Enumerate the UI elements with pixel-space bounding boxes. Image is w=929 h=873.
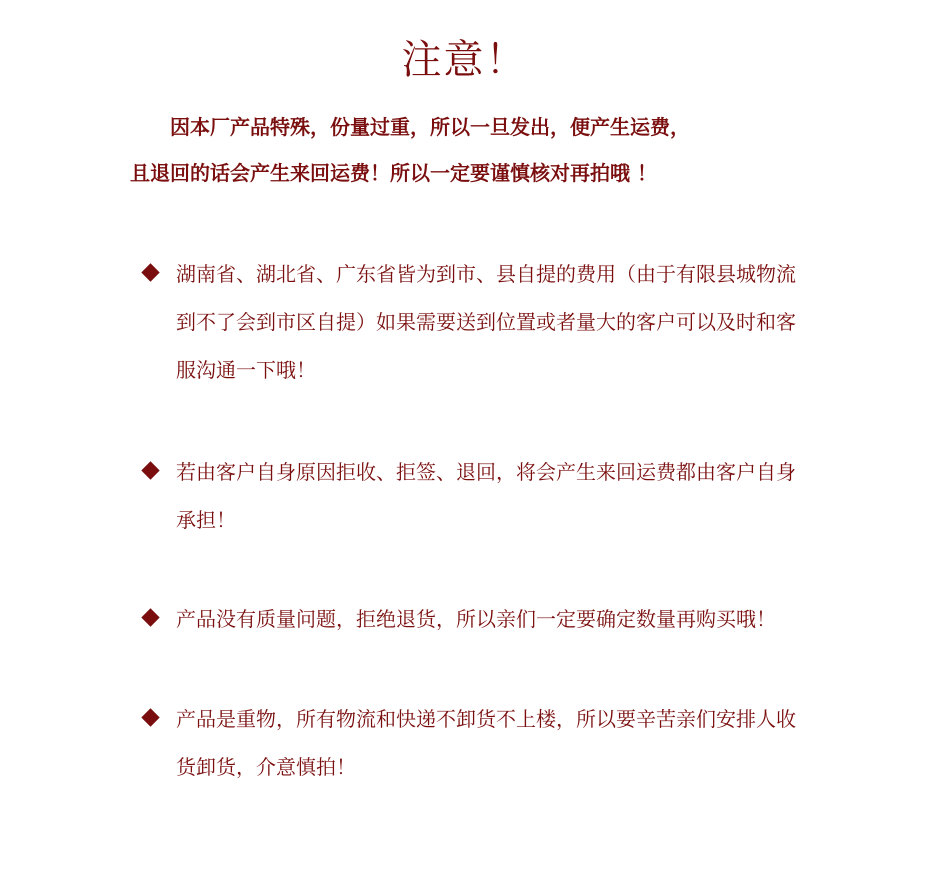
notice-list	[140, 250, 800, 791]
notice-text: 产品没有质量问题，拒绝退货，所以亲们一定要确定数量再购买哦！	[176, 607, 776, 631]
notice-item	[140, 448, 800, 544]
diamond-bullet-icon	[141, 263, 159, 281]
notice-item	[140, 595, 800, 643]
diamond-bullet-icon	[141, 708, 159, 726]
diamond-bullet-icon	[141, 461, 159, 479]
intro-paragraph	[130, 104, 810, 196]
page-title: 注意！	[401, 37, 528, 83]
intro-line-1: 因本厂产品特殊，份量过重，所以一旦发出，便产生运费，	[170, 115, 690, 139]
diamond-bullet-icon	[141, 608, 159, 626]
notice-text: 若由客户自身原因拒收、拒签、退回，将会产生来回运费都由客户自身承担！	[176, 460, 796, 532]
notice-item	[140, 250, 800, 394]
notice-text: 产品是重物，所有物流和快递不卸货不上楼，所以要辛苦亲们安排人收货卸货，介意慎拍！	[176, 707, 796, 779]
notice-item	[140, 695, 800, 791]
notice-text: 湖南省、湖北省、广东省皆为到市、县自提的费用（由于有限县城物流到不了会到市区自提）如果需要送到位置或者量大的客户可以及时和客服沟通一下哦！	[176, 262, 796, 382]
intro-line-2: 且退回的话会产生来回运费！所以一定要谨慎核对再拍哦 ！	[130, 161, 657, 185]
